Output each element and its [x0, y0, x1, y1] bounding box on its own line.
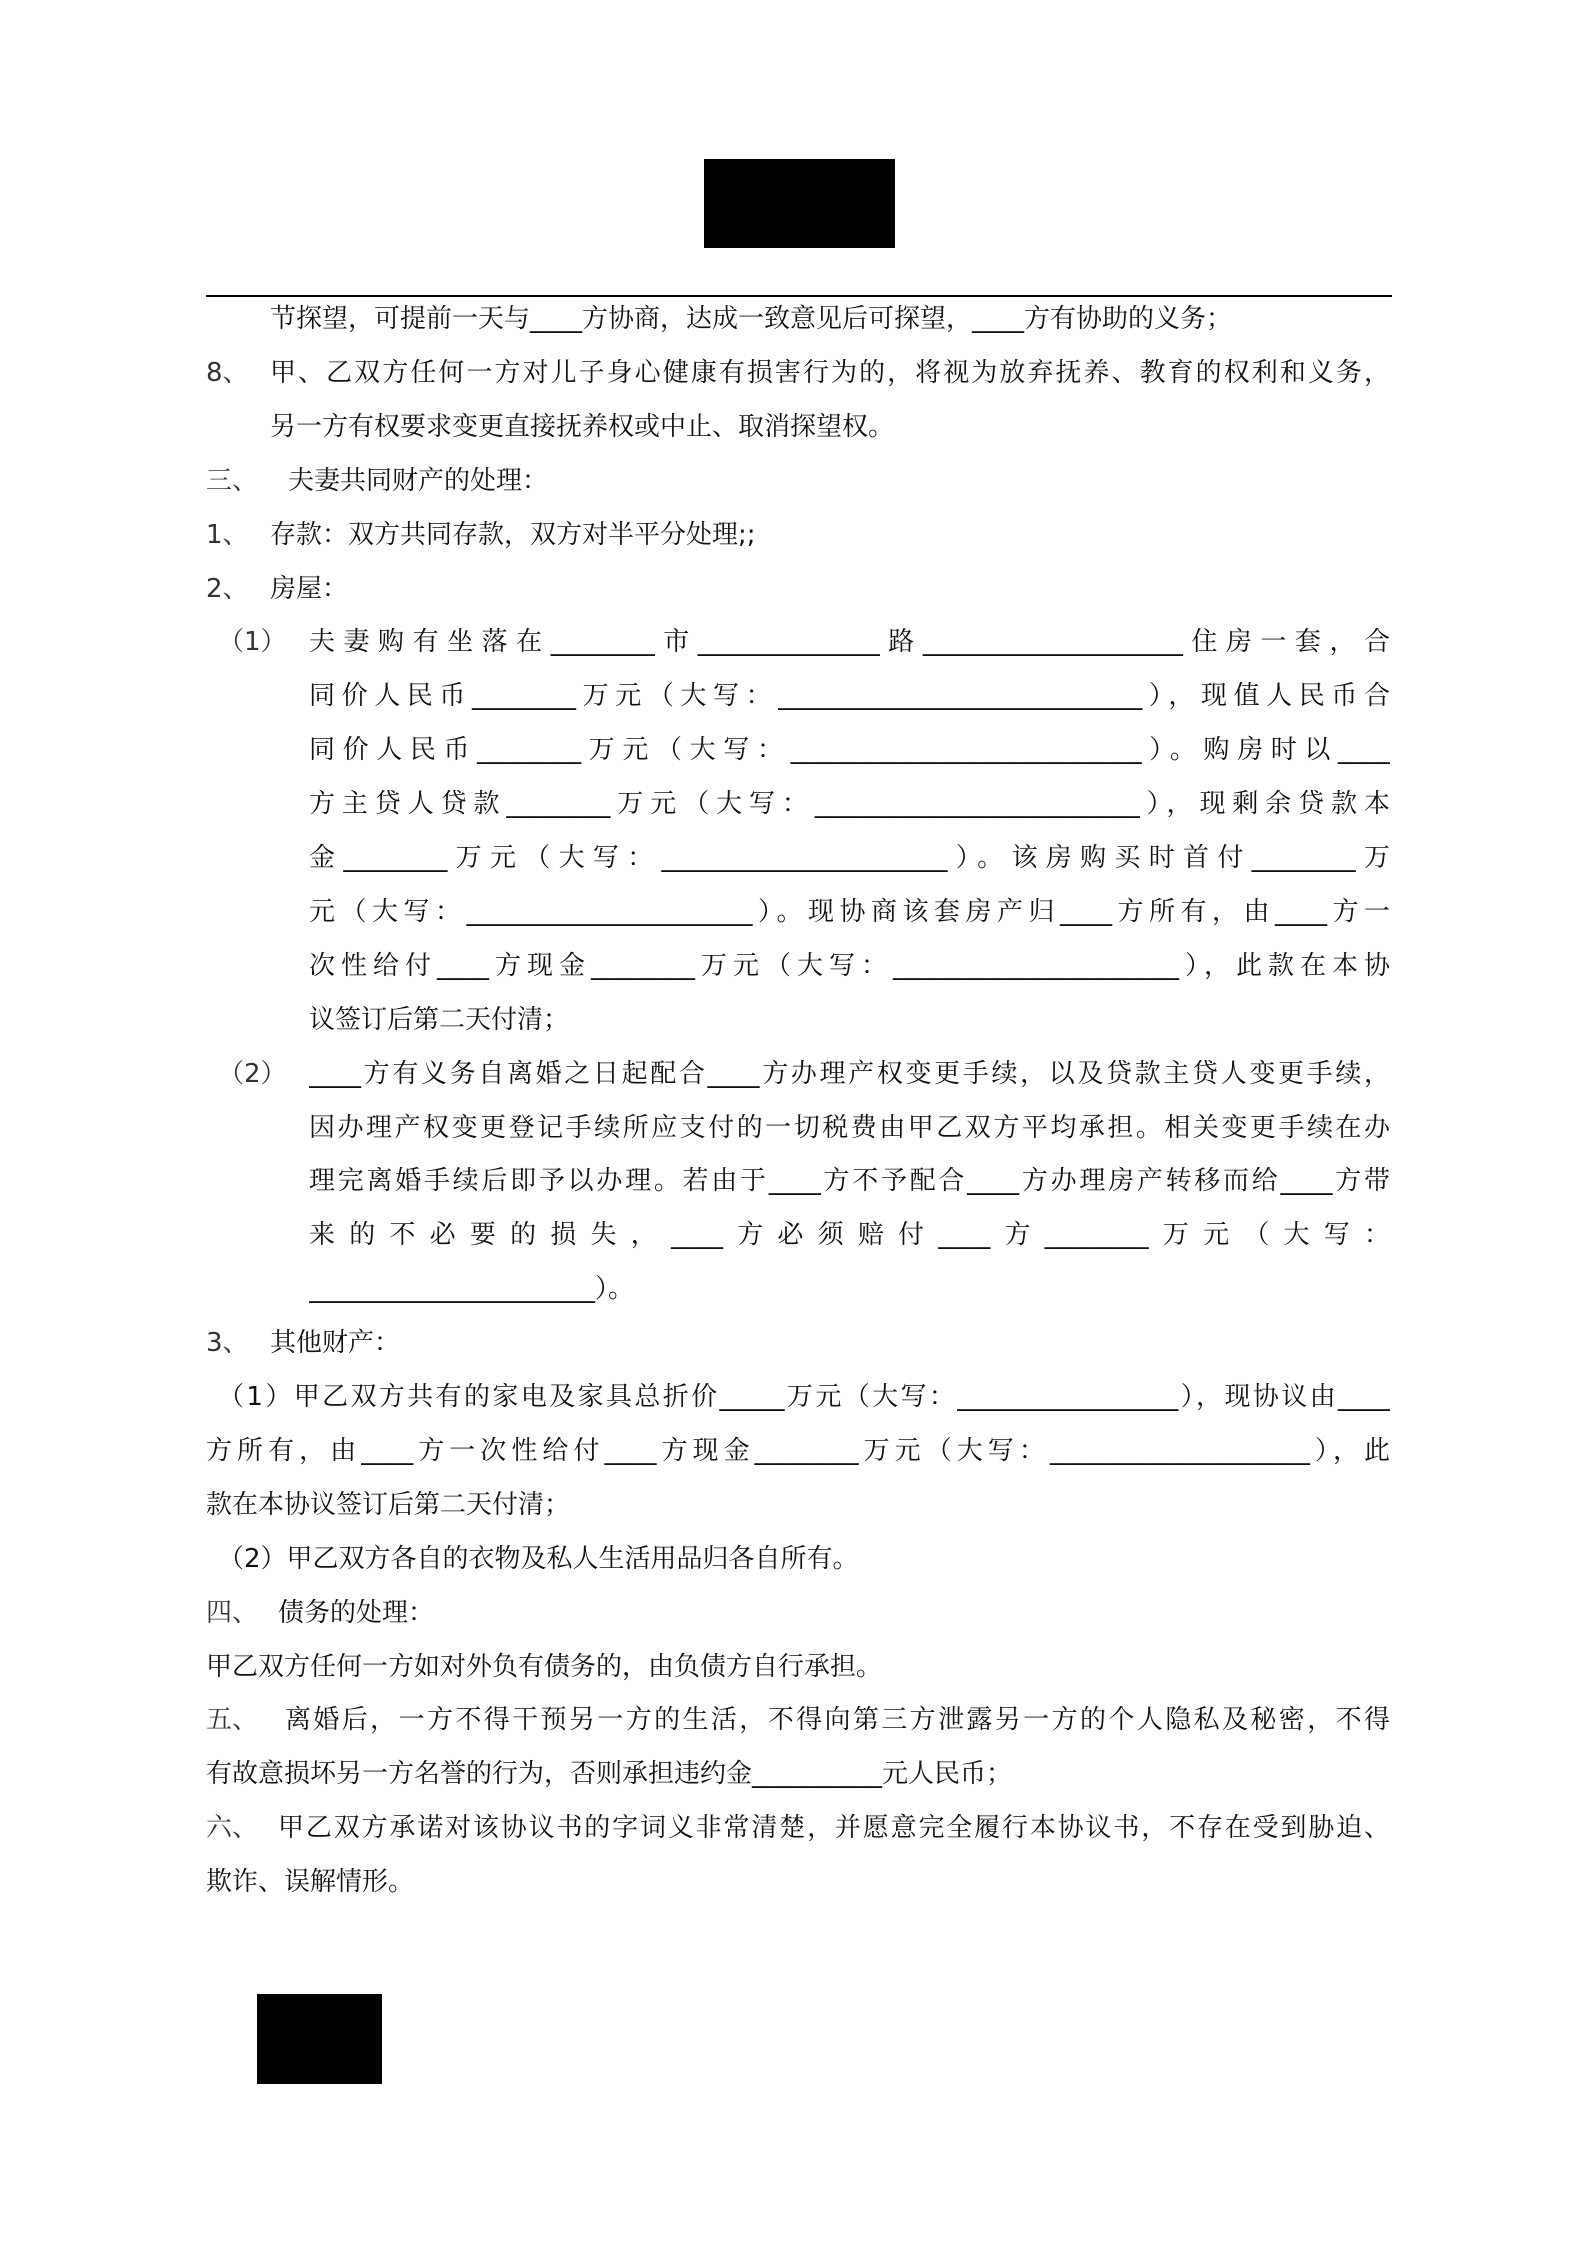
document-line	[206, 1161, 1390, 1201]
line-text: 欺诈、误解情形。	[206, 1867, 415, 1897]
document-line	[206, 784, 1390, 824]
line-text: （1）甲乙双方共有的家电及家具总折价_____万元（大写：_________________），现协议由____	[218, 1382, 1390, 1412]
document-line	[206, 1215, 1390, 1255]
item-number: 2、	[206, 574, 249, 604]
line-text: 离婚后，一方不得干预另一方的生活，不得向第三方泄露另一方的个人隐私及秘密，不得	[285, 1705, 1390, 1735]
document-line	[206, 299, 1390, 339]
line-text: 房屋：	[270, 574, 349, 604]
line-text: 方主贷人贷款________万元（大写：_________________________），现剩余贷款本	[309, 789, 1390, 819]
line-text: 夫妻购有坐落在________市______________路____________________住房一套，合	[309, 627, 1390, 657]
document-line	[206, 1108, 1390, 1148]
line-text: ______________________）。	[309, 1274, 635, 1304]
item-number: （1）	[218, 627, 287, 657]
document-line	[218, 622, 1390, 662]
document-line	[206, 569, 1390, 609]
line-text: 金________万元（大写：______________________）。该房购买时首付________万	[309, 843, 1390, 873]
item-number: 8、	[206, 358, 249, 388]
line-text: 理完离婚手续后即予以办理。若由于____方不予配合____方办理房产转移而给____方带	[309, 1166, 1390, 1196]
redacted-footer-block	[257, 1994, 382, 2084]
item-number: 四、	[206, 1598, 259, 1628]
document-line	[206, 946, 1390, 986]
line-text: 因办理产权变更登记手续所应支付的一切税费由甲乙双方平均承担。相关变更手续在办	[309, 1113, 1390, 1143]
line-text: 元（大写：______________________）。现协商该套房产归____方所有，由____方一	[309, 897, 1390, 927]
document-line	[206, 1377, 1390, 1417]
line-text: 另一方有权要求变更直接抚养权或中止、取消探望权。	[270, 412, 895, 442]
redacted-header-block	[704, 159, 895, 248]
document-line	[218, 1054, 1390, 1094]
line-text: 同价人民币________万元（大写：___________________________）。购房时以____	[309, 735, 1390, 765]
item-number: （2）	[218, 1059, 287, 1089]
item-number: 三、	[206, 466, 259, 496]
line-text: 议签订后第二天付清；	[309, 1005, 570, 1035]
line-text: 来的不必要的损失，____方必须赔付____方________万元（大写：	[309, 1220, 1390, 1250]
document-line	[206, 1862, 1390, 1902]
document-line	[206, 1485, 1390, 1525]
line-text: 款在本协议签订后第二天付清；	[206, 1490, 571, 1520]
document-line	[206, 461, 1390, 501]
document-line	[206, 515, 1390, 555]
item-number: 3、	[206, 1328, 249, 1358]
item-number: 五、	[206, 1705, 259, 1735]
document-line	[206, 1700, 1390, 1740]
item-number: 六、	[206, 1813, 259, 1843]
line-text: 次性给付____方现金________万元（大写：______________________），此款在本协	[309, 951, 1390, 981]
line-text: 甲乙双方任何一方如对外负有债务的，由负债方自行承担。	[206, 1652, 883, 1682]
document-line	[206, 1269, 1390, 1309]
document-line	[206, 1539, 1390, 1579]
document-line	[206, 1647, 1390, 1687]
document-line	[206, 1808, 1390, 1848]
document-line	[206, 676, 1390, 716]
line-text: 存款：双方共同存款，双方对半平分处理;;	[270, 520, 756, 550]
line-text: 甲、乙双方任何一方对儿子身心健康有损害行为的，将视为放弃抚养、教育的权利和义务，	[270, 358, 1390, 388]
line-text: 有故意损坏另一方名誉的行为，否则承担违约金__________元人民币；	[206, 1759, 1013, 1789]
document-line	[206, 1000, 1390, 1040]
document-line	[206, 353, 1390, 393]
line-text: 节探望，可提前一天与____方协商，达成一致意见后可探望，____方有协助的义务；	[270, 304, 1233, 334]
line-text: 夫妻共同财产的处理：	[288, 466, 549, 496]
document-line	[206, 1323, 1390, 1363]
document-line	[206, 838, 1390, 878]
line-text: （2）甲乙双方各自的衣物及私人生活用品归各自所有。	[218, 1544, 859, 1574]
line-text: 其他财产：	[270, 1328, 401, 1358]
item-number: 1、	[206, 520, 249, 550]
line-text: 同价人民币________万元（大写：____________________________），现值人民币合	[309, 681, 1390, 711]
document-line	[206, 730, 1390, 770]
document-line	[206, 407, 1390, 447]
header-rule	[206, 295, 1392, 297]
line-text: 甲乙双方承诺对该协议书的字词义非常清楚，并愿意完全履行本协议书，不存在受到胁迫、	[278, 1813, 1390, 1843]
document-line	[206, 1754, 1390, 1794]
document-line	[206, 1593, 1390, 1633]
line-text: ____方有义务自离婚之日起配合____方办理产权变更手续，以及贷款主贷人变更手续，	[309, 1059, 1390, 1089]
document-line	[206, 1431, 1390, 1471]
line-text: 债务的处理：	[278, 1598, 435, 1628]
document-line	[206, 892, 1390, 932]
line-text: 方所有，由____方一次性给付____方现金________万元（大写：____________________），此	[206, 1436, 1390, 1466]
